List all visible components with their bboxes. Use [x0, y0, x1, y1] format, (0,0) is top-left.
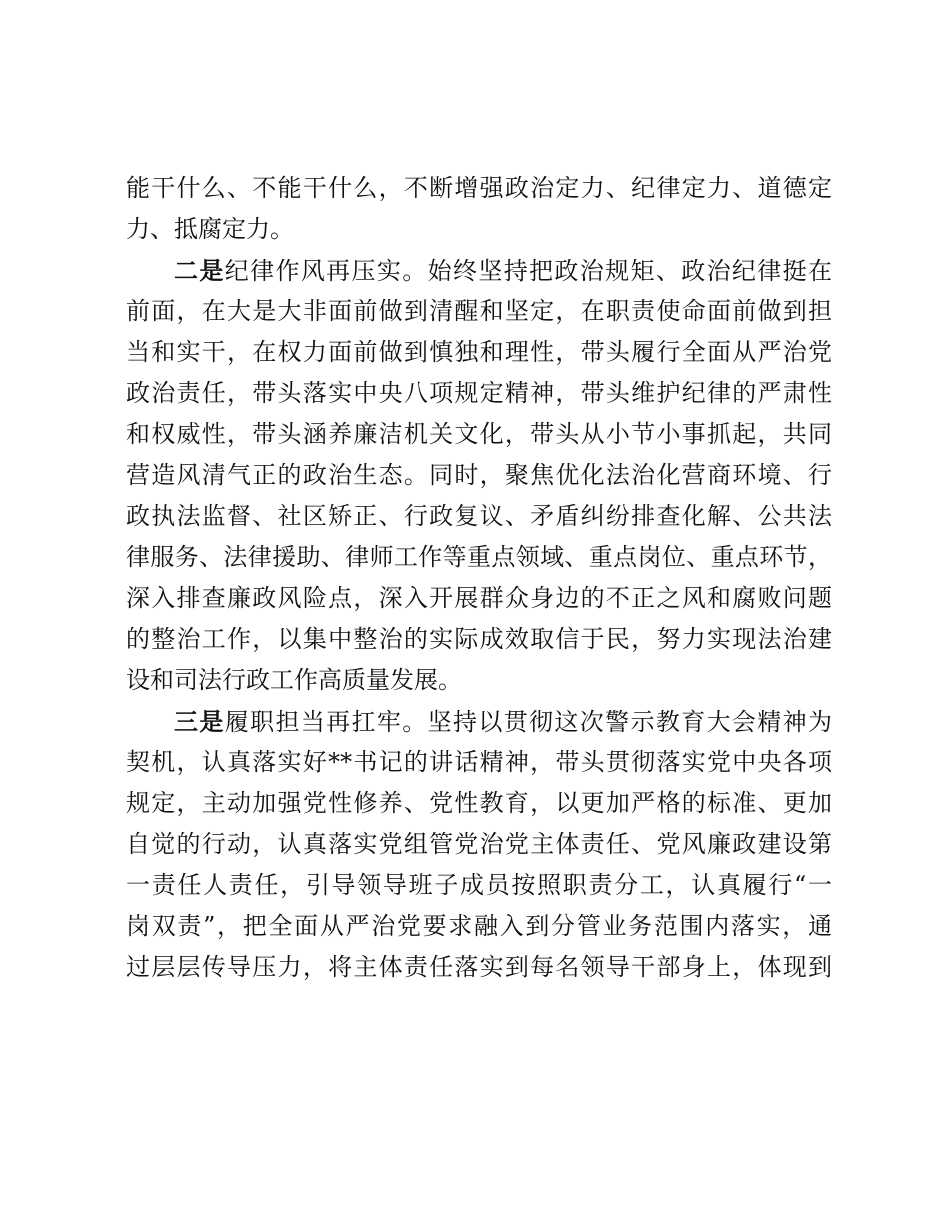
- paragraph-2-line-2: 前面，在大是大非面前做到清醒和坚定，在职责使命面前做到担: [126, 297, 832, 325]
- paragraph-2-line-9: 深入排查廉政风险点，深入开展群众身边的不正之风和腐败问题: [126, 584, 832, 612]
- paragraph-3-lead: 三是: [174, 707, 225, 736]
- paragraph-3-line-3: 规定，主动加强党性修养、党性教育，以更加严格的标准、更加: [126, 789, 832, 817]
- paragraph-2-line-1-text: 纪律作风再压实。始终坚持把政治规矩、政治纪律挺在: [224, 257, 833, 285]
- paragraph-1-line-1: 能干什么、不能干什么，不断增强政治定力、纪律定力、道德定: [126, 174, 832, 202]
- paragraph-2-line-4: 政治责任，带头落实中央八项规定精神，带头维护纪律的严肃性: [126, 379, 832, 407]
- document-page: [126, 168, 832, 988]
- paragraph-3-line-6: 岗双责”，把全面从严治党要求融入到分管业务范围内落实，通: [126, 912, 832, 940]
- paragraph-3-line-5: 一责任人责任，引导领导班子成员按照职责分工，认真履行“一: [126, 871, 832, 899]
- paragraph-2-lead: 二是: [174, 256, 225, 285]
- paragraph-2-line-1: [126, 250, 832, 291]
- paragraph-2-line-3: 当和实干，在权力面前做到慎独和理性，带头履行全面从严治党: [126, 338, 832, 366]
- paragraph-2-line-8: 律服务、法律援助、律师工作等重点领域、重点岗位、重点环节，: [126, 543, 832, 571]
- paragraph-3-line-7: 过层层传导压力，将主体责任落实到每名领导干部身上，体现到: [126, 953, 832, 981]
- paragraph-1-line-2: 力、抵腐定力。: [126, 215, 294, 243]
- paragraph-3-line-1: [126, 701, 832, 742]
- paragraph-2-line-5: 和权威性，带头涵养廉洁机关文化，带头从小节小事抓起，共同: [126, 420, 832, 448]
- paragraph-3-line-4: 自觉的行动，认真落实党组管党治党主体责任、党风廉政建设第: [126, 830, 832, 858]
- paragraph-2-line-7: 政执法监督、社区矫正、行政复议、矛盾纠纷排查化解、公共法: [126, 502, 832, 530]
- paragraph-3-line-2: 契机，认真落实好**书记的讲话精神，带头贯彻落实党中央各项: [126, 748, 832, 776]
- paragraph-2-line-11: 设和司法行政工作高质量发展。: [126, 666, 462, 694]
- paragraph-2-line-6: 营造风清气正的政治生态。同时，聚焦优化法治化营商环境、行: [126, 461, 832, 489]
- paragraph-3-line-1-text: 履职担当再扛牢。坚持以贯彻这次警示教育大会精神为: [224, 708, 833, 736]
- paragraph-2-line-10: 的整治工作，以集中整治的实际成效取信于民，努力实现法治建: [126, 625, 832, 653]
